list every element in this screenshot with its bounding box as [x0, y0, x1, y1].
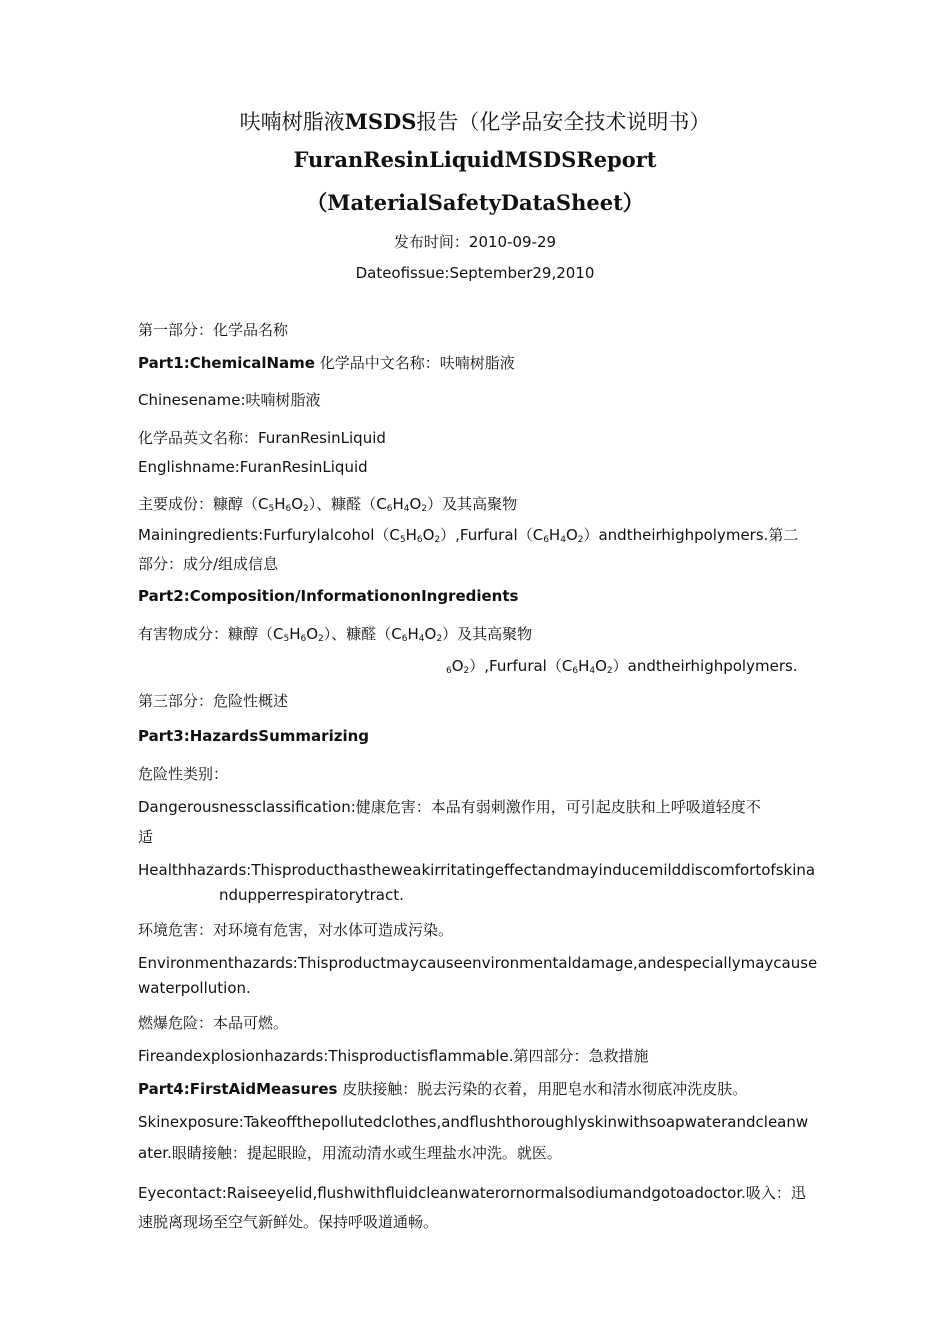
part4-heading-line [138, 1078, 828, 1099]
text-segment: 主要成份：糠醇（C [138, 495, 269, 513]
subscript: 5 [268, 504, 275, 514]
text-segment: H [405, 526, 417, 544]
fire-hazards-en: Fireandexplosionhazards:Thisproductisflammable.第四部分：急救措施 [138, 1047, 649, 1065]
environment-hazards-en-cont: waterpollution. [138, 979, 251, 997]
text-segment: ）andtheirhighpolymers. [612, 657, 798, 675]
subscript: 2 [436, 634, 443, 644]
environment-hazards-cn: 环境危害：对环境有危害，对水体可造成污染。 [138, 921, 454, 939]
harmful-ingredients-fragment [446, 655, 826, 676]
subscript: 2 [606, 666, 613, 676]
text-segment: 有害物成分：糠醇（C [138, 625, 284, 643]
chemical-name-cn-label: 化学品中文名称：呋喃树脂液 [314, 354, 515, 372]
title-chinese [0, 106, 950, 136]
text-segment: H [548, 526, 561, 544]
subscript: 5 [283, 634, 290, 644]
eye-contact-en: Eyecontact:Raiseeyelid,flushwithfluidcleanwaterornormalsodiumandgotoadoctor.吸入：迅 [138, 1184, 806, 1202]
subtitle-english: （MaterialSafetyDataSheet） [306, 190, 644, 215]
title-cn-bold: MSDS [344, 109, 417, 134]
text-segment: O [422, 526, 435, 544]
text-segment: H [407, 625, 419, 643]
title-cn-suffix: 报告（化学品安全技术说明书） [416, 110, 711, 134]
date-chinese: 发布时间：2010-09-29 [393, 233, 557, 251]
title-cn-prefix: 呋喃树脂液 [239, 110, 345, 134]
text-segment: ）,Furfural（C [469, 657, 573, 675]
text-segment: O [595, 657, 607, 675]
date-english: Dateofissue:September29,2010 [355, 264, 595, 282]
subscript: 6 [543, 535, 549, 545]
subscript: 6 [285, 504, 292, 514]
text-segment: O [409, 495, 422, 513]
subscript: 6 [446, 666, 452, 676]
subscript: 6 [386, 504, 393, 514]
subscript: 4 [418, 634, 425, 644]
part3-heading-cn: 第三部分：危险性概述 [138, 692, 289, 710]
skin-exposure-en: Skinexposure:Takeoffthepollutedclothes,andflushthoroughlyskinwithsoapwaterandcleanw [138, 1113, 809, 1131]
text-segment: O [306, 625, 319, 643]
dangerousness-classification-cont: 适 [138, 828, 154, 846]
subscript: 2 [421, 504, 428, 514]
part1-heading-line [138, 352, 828, 373]
subscript: 6 [300, 634, 307, 644]
text-segment: O [424, 625, 437, 643]
text-segment: Mainingredients:Furfurylalcohol（C [138, 526, 400, 544]
subscript: 2 [577, 535, 584, 545]
subscript: 2 [434, 535, 441, 545]
text-segment: H [289, 625, 301, 643]
text-segment: H [274, 495, 286, 513]
skin-exposure-en-cont: ater.眼睛接触：提起眼睑，用流动清水或生理盐水冲洗。就医。 [138, 1144, 562, 1162]
text-segment: ）andtheirhighpolymers.第二 [583, 526, 799, 544]
environment-hazards-en: Environmenthazards:Thisproductmaycauseenvironmentaldamage,andespeciallymaycause [138, 954, 818, 972]
part3-heading-en: Part3:HazardsSummarizing [138, 727, 369, 745]
subscript: 6 [572, 666, 579, 676]
subscript: 4 [403, 504, 410, 514]
part2-heading-cn: 部分：成分/组成信息 [138, 555, 279, 573]
text-segment: ）及其高聚物 [442, 625, 533, 643]
health-hazards-en-cont: ndupperrespiratorytract. [219, 886, 404, 904]
subscript: 5 [399, 535, 406, 545]
dangerousness-classification: Dangerousnessclassification:健康危害：本品有弱刺激作用，可引起皮肤和上呼吸道轻度不 [138, 798, 761, 816]
main-ingredients-cn [138, 493, 828, 514]
part2-heading-en: Part2:Composition/InformationonIngredients [138, 587, 519, 605]
fire-hazards-cn: 燃爆危险：本品可燃。 [138, 1014, 289, 1032]
subscript: 6 [401, 634, 408, 644]
text-segment: H [578, 657, 590, 675]
subscript: 4 [560, 535, 566, 545]
chinese-name-line: Chinesename:呋喃树脂液 [138, 391, 321, 409]
health-hazards-en: Healthhazards:Thisproducthastheweakirritatingeffectandmayinducemilddiscomfortofskina [138, 861, 816, 879]
skin-contact-cn: 皮肤接触：脱去污染的衣着，用肥皂水和清水彻底冲洗皮肤。 [337, 1080, 748, 1098]
text-segment: ）、糠醛（C [308, 495, 387, 513]
harmful-ingredients-cn [138, 623, 828, 644]
subscript: 2 [318, 634, 324, 644]
text-segment: ）,Furfural（C [440, 526, 544, 544]
text-segment: O [451, 657, 464, 675]
text-segment: ）、糠醛（C [323, 625, 402, 643]
subscript: 2 [463, 666, 470, 676]
text-segment: H [392, 495, 404, 513]
inhalation-cn-cont: 速脱离现场至空气新鲜处。保持呼吸道通畅。 [138, 1213, 439, 1231]
subscript: 2 [303, 504, 309, 514]
part4-heading-en: Part4:FirstAidMeasures [138, 1080, 338, 1098]
main-ingredients-en [138, 524, 828, 545]
english-name-cn-line: 化学品英文名称：FuranResinLiquid [138, 429, 386, 447]
text-segment: O [565, 526, 578, 544]
hazard-category-label: 危险性类别： [138, 765, 229, 783]
text-segment: ）及其高聚物 [427, 495, 518, 513]
part1-heading-cn: 第一部分：化学品名称 [138, 321, 289, 339]
title-english: FuranResinLiquidMSDSReport [293, 147, 657, 172]
subscript: 4 [589, 666, 596, 676]
english-name-line: Englishname:FuranResinLiquid [138, 458, 368, 476]
part1-heading-en: Part1:ChemicalName [138, 354, 315, 372]
text-segment: O [291, 495, 304, 513]
subscript: 6 [416, 535, 423, 545]
